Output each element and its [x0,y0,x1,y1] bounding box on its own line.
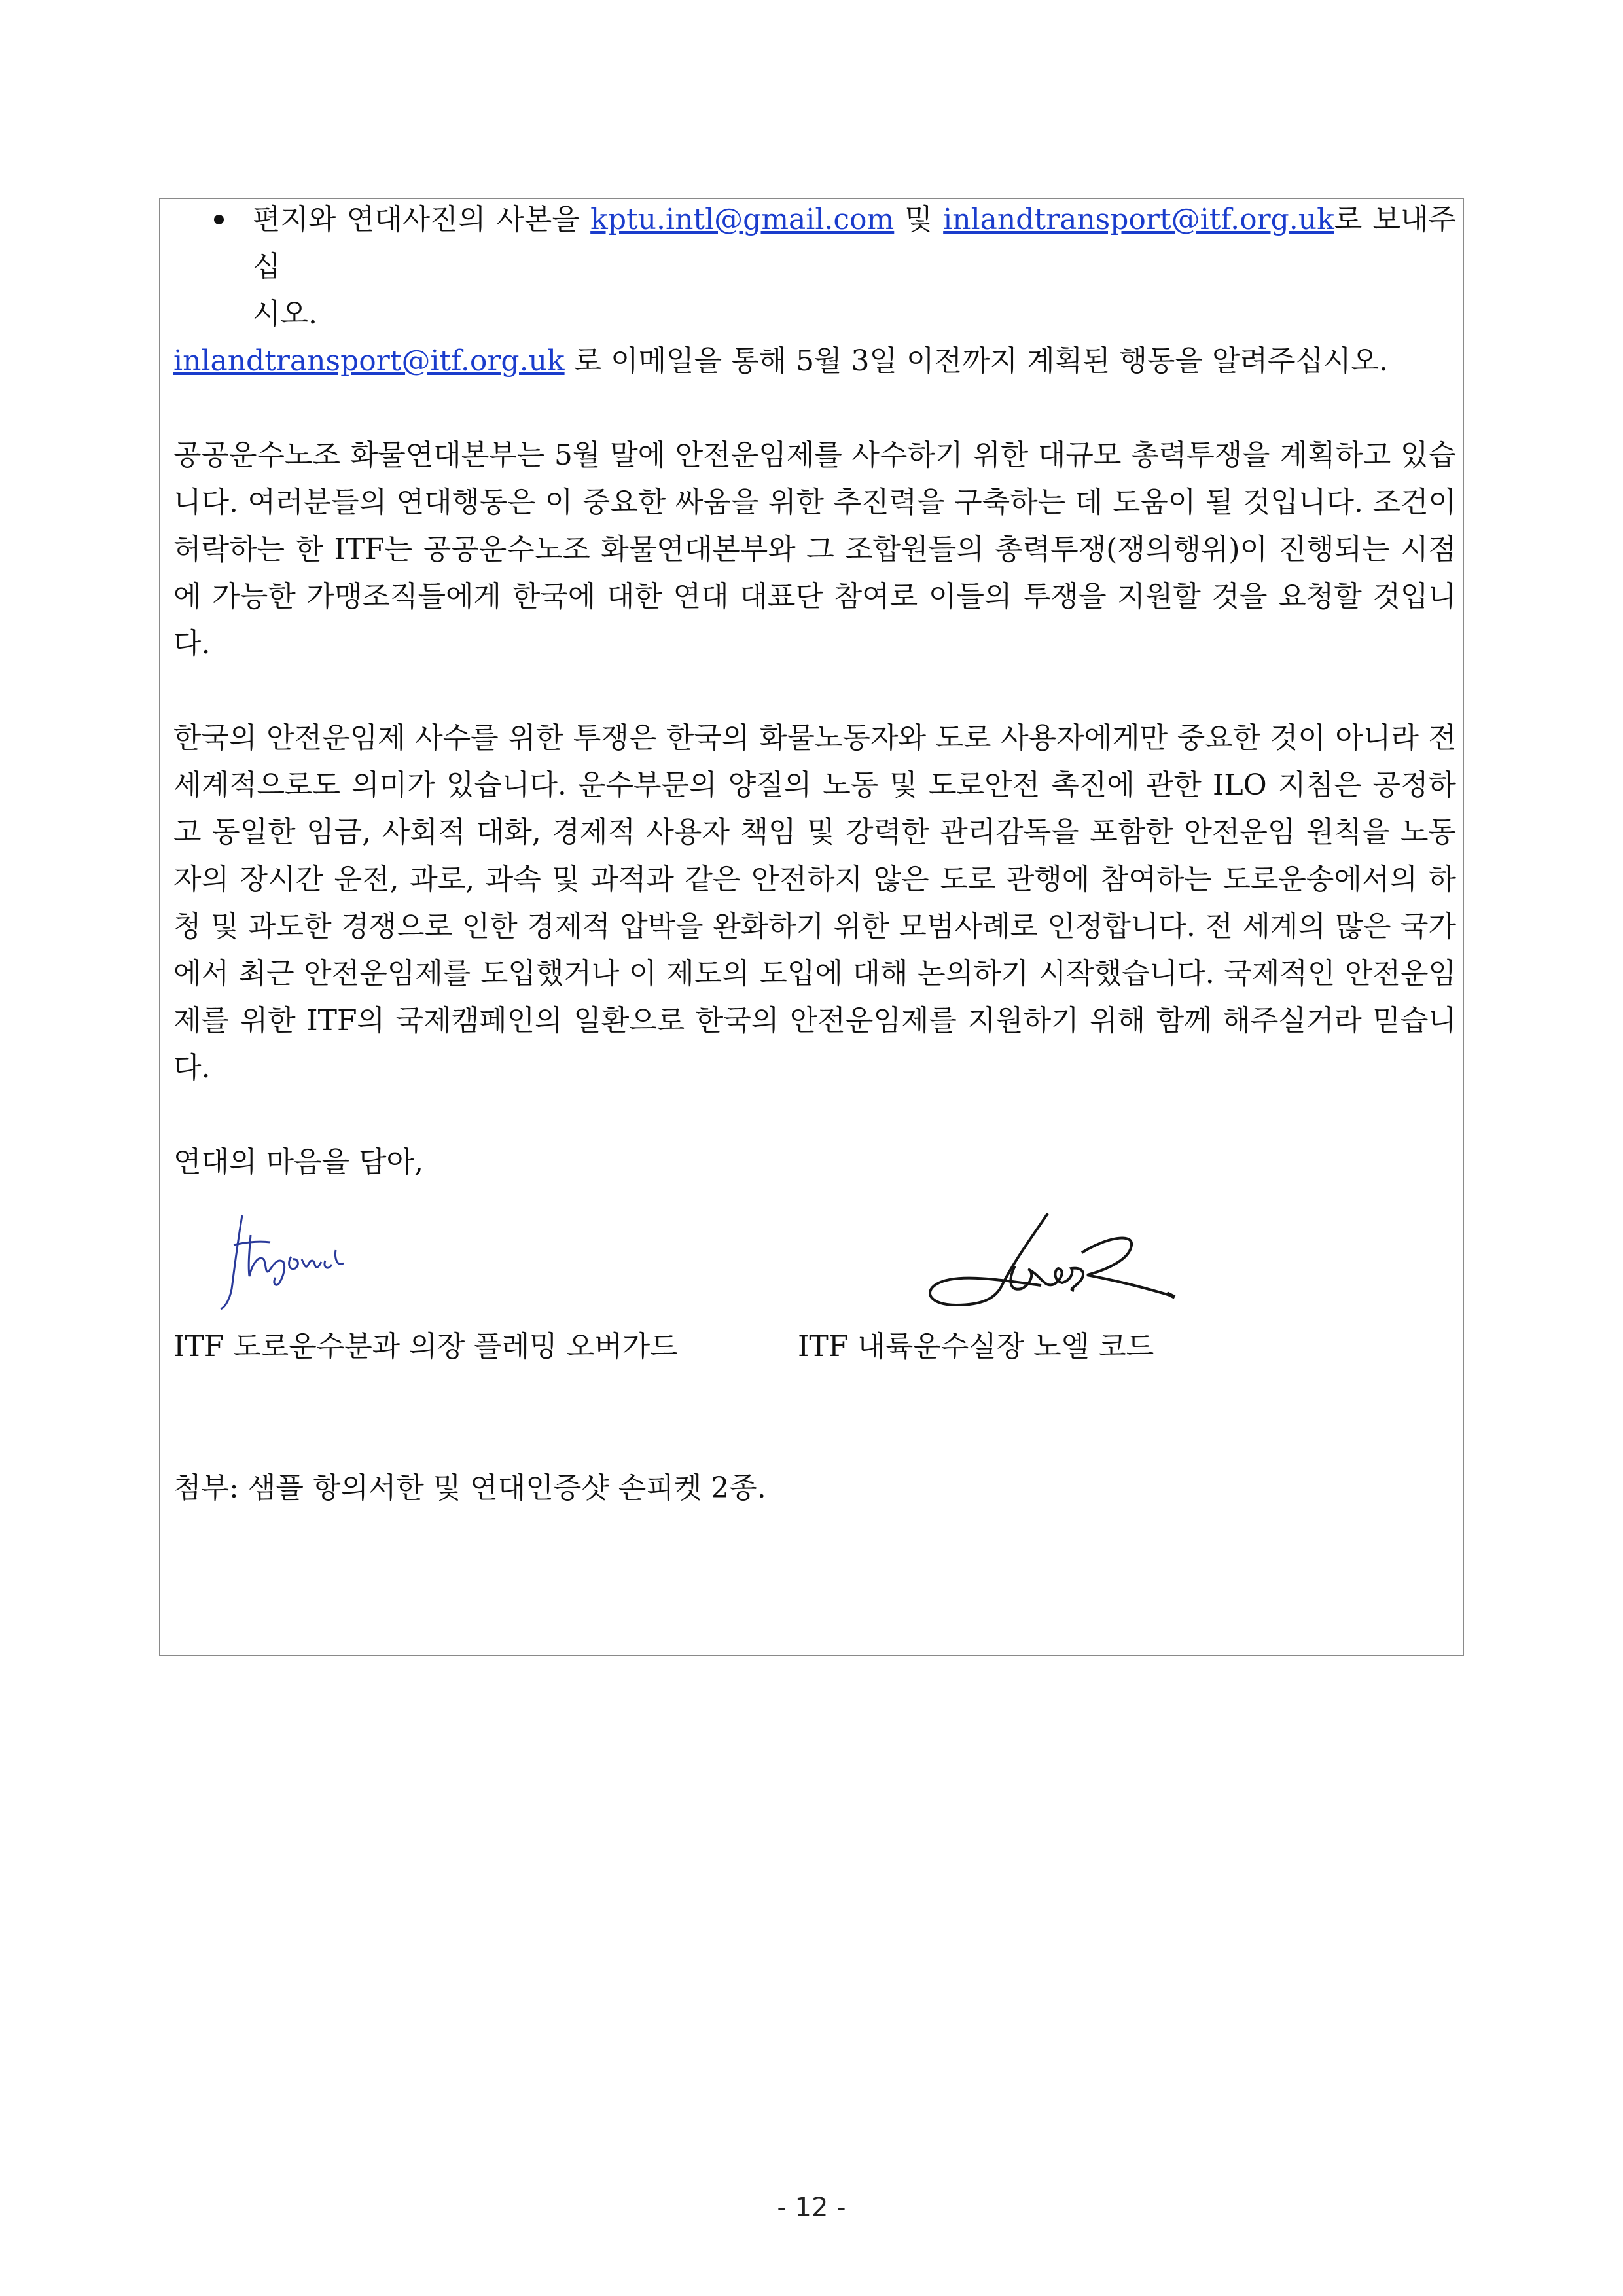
signers-row [173,1323,1456,1371]
bullet-item [173,196,1456,291]
signer-right: ITF 내륙운수실장 노엘 코드 [798,1330,1154,1363]
page-number: - 12 - [777,2193,846,2223]
bullet-text-line2: 시오. [253,297,317,331]
notice-line [173,338,1456,385]
email-link-itf[interactable]: inlandtransport@itf.org.uk [943,203,1334,236]
paragraph-strike-plan: 공공운수노조 화물연대본부는 5월 말에 안전운임제를 사수하기 위한 대규모 총력투쟁을 계획하고 있습니다. 여러분들의 연대행동은 이 중요한 싸움을 위한 추진력을 구축하는 데 도움이 될 것입니다. 조건이 허락하는 한 ITF는 공공운수노조 화물연대본부와 그 조합원들의 총력투쟁(쟁의행위)이 진행되는 시점에 가능한 가맹조직들에게 한국에 대한 연대 대표단 참여로 이들의 투쟁을 지원할 것을 요청할 것입니다. [173,439,1456,660]
bullet-text-mid: 및 [894,203,944,236]
bullet-text [253,196,1456,291]
bullet-text-after: 로 보내주십 [253,203,1456,283]
signer-left: ITF 도로운수분과 의장 플레밍 오버가드 [173,1330,678,1363]
closing-line: 연대의 마음을 담아, [173,1145,423,1179]
paragraph-safe-rates: 한국의 안전운임제 사수를 위한 투쟁은 한국의 화물노동자와 도로 사용자에게만 중요한 것이 아니라 전 세계적으로도 의미가 있습니다. 운수부문의 양질의 노동 및 도로안전 촉진에 관한 ILO 지침은 공정하고 동일한 임금, 사회적 대화, 경제적 사용자 책임 및 강력한 관리감독을 포함한 안전운임 원칙을 노동자의 장시간 운전, 과로, 과속 및 과적과 같은 안전하지 않은 도로 관행에 참여하는 도로운송에서의 하청 및 과도한 경쟁으로 인한 경제적 압박을 완화하기 위한 모범사례로 인정합니다. 전 세계의 많은 국가에서 최근 안전운임제를 도입했거나 이 제도의 도입에 대해 논의하기 시작했습니다. 국제적인 안전운임제를 위한 ITF의 국제캠페인의 일환으로 한국의 안전운임제를 지원하기 위해 함께 해주실거라 믿습니다. [173,721,1457,1085]
bullet-dot-icon [214,215,224,224]
attachment-line: 첨부: 샘플 항의서한 및 연대인증샷 손피켓 2종. [173,1471,766,1505]
notice-text: 로 이메일을 통해 5월 3일 이전까지 계획된 행동을 알려주십시오. [564,344,1389,378]
signature-right-image [910,1207,1179,1318]
email-link-kptu[interactable]: kptu.intl@gmail.com [590,203,895,236]
letter-body [173,196,1456,1512]
signature-left-image [206,1199,357,1310]
bullet-text-before: 편지와 연대사진의 사본을 [253,203,591,236]
email-link-notice[interactable]: inlandtransport@itf.org.uk [173,344,565,378]
signatures-area [173,1186,1456,1323]
